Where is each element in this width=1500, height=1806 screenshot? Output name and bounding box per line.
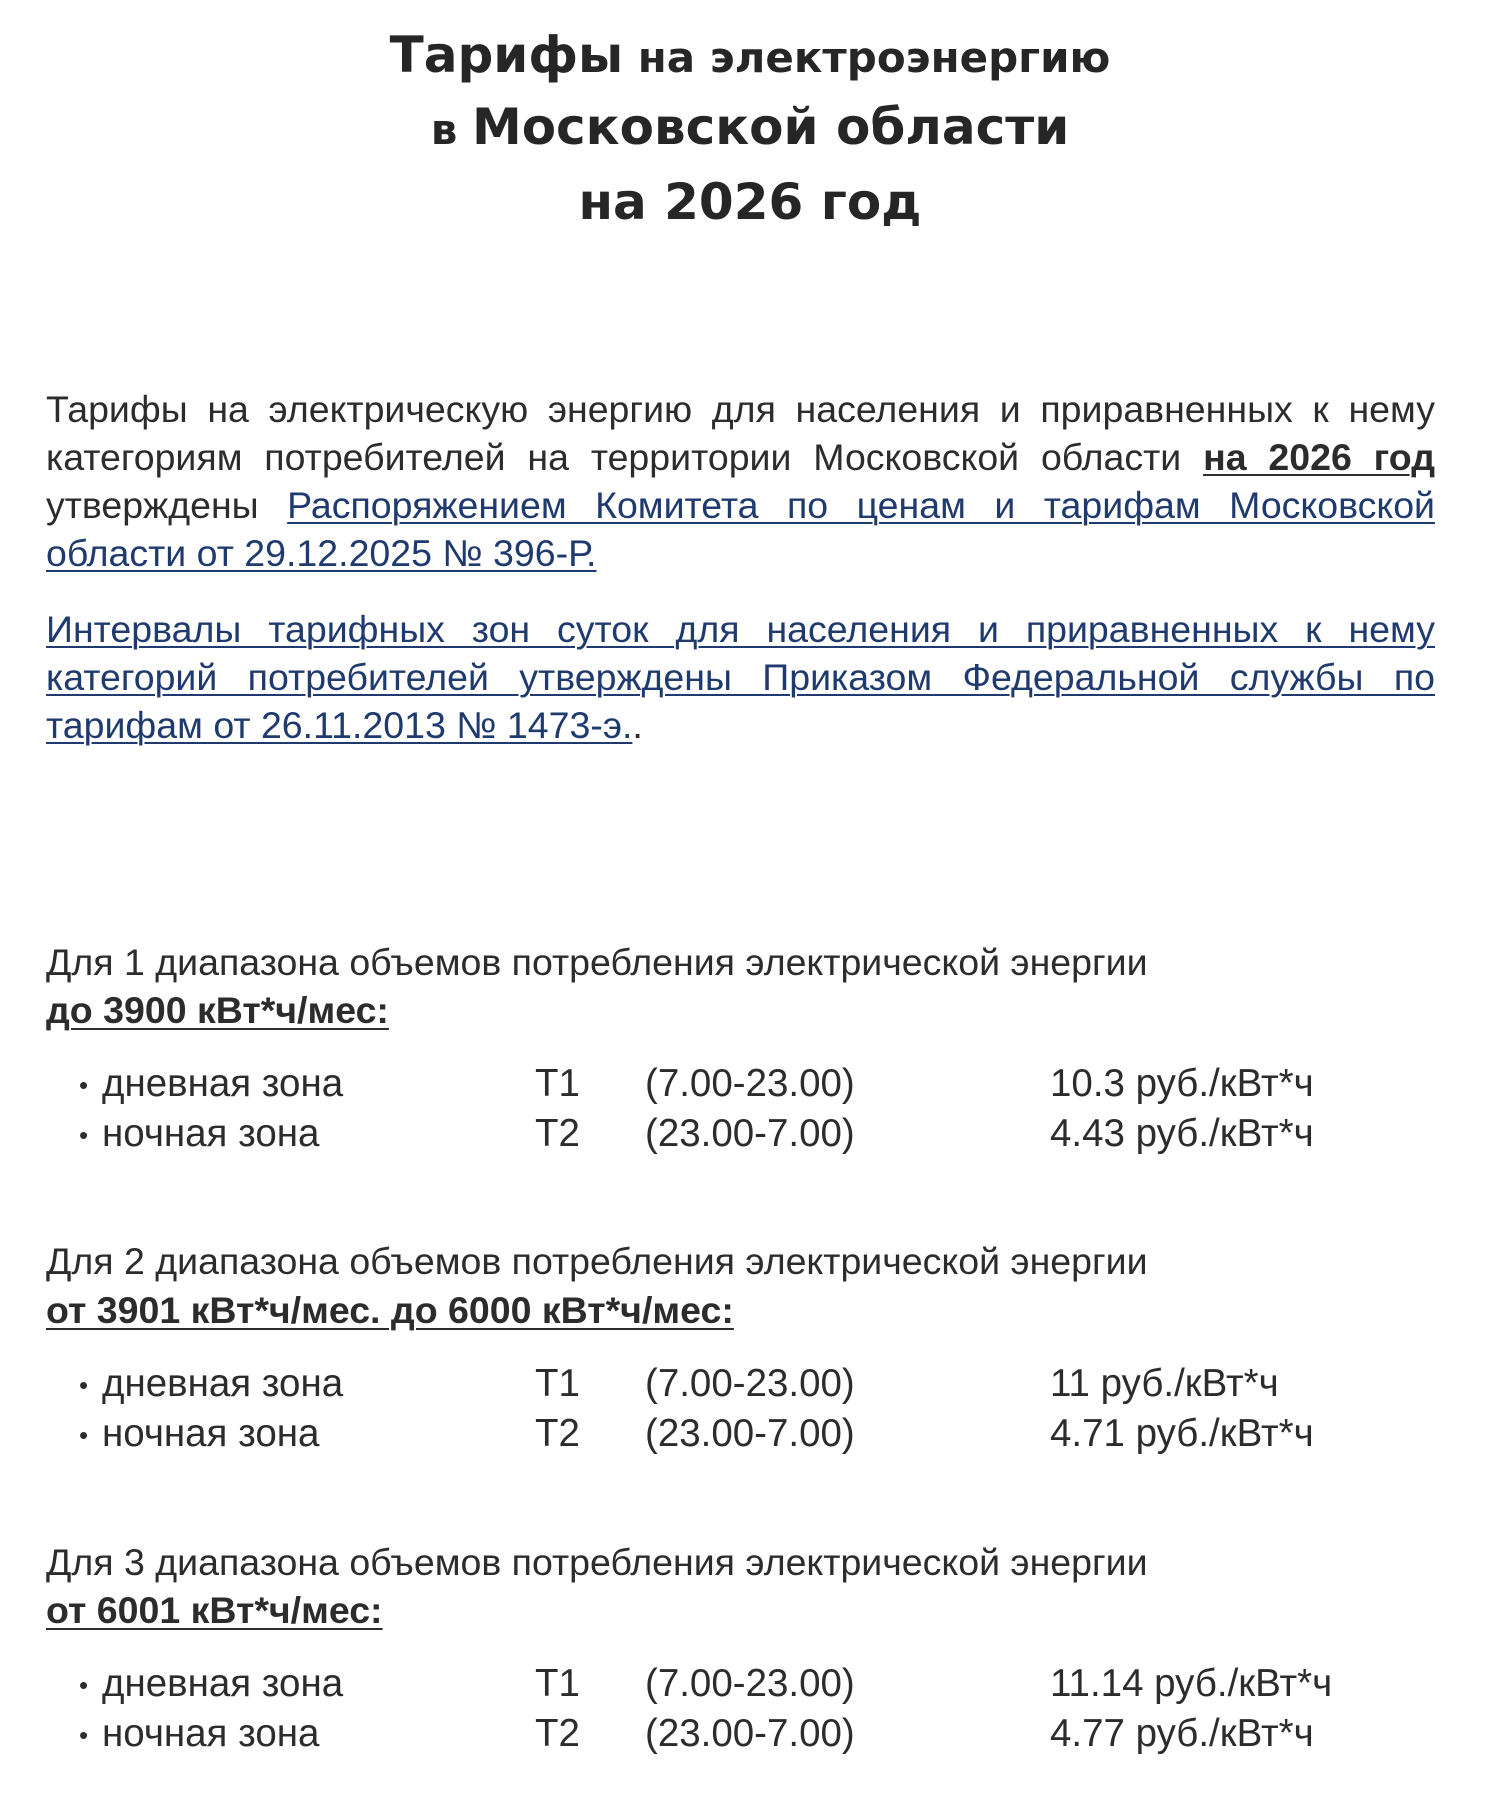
- zone-interval: (23.00-7.00): [645, 1112, 855, 1155]
- intro-text-approved: утверждены: [46, 484, 288, 526]
- zone-code: Т1: [535, 1662, 580, 1705]
- zone-label: дневная зона: [102, 1362, 344, 1405]
- bullet-icon: •: [79, 1120, 89, 1150]
- intro-text-start: Тарифы на электрическую энергию для населения и приравненных к нему категориям потребителей на территории Московской области: [46, 388, 1435, 478]
- zone-price: 4.71 руб./кВт*ч: [1050, 1412, 1314, 1455]
- bullet-icon: •: [79, 1670, 89, 1700]
- zone-label: ночная зона: [102, 1412, 320, 1455]
- tariff-row: [0, 1060, 1500, 1108]
- zone-price: 4.43 руб./кВт*ч: [1050, 1112, 1314, 1155]
- title-word-tariffs: Тарифы: [389, 26, 624, 84]
- zone-label: дневная зона: [102, 1062, 344, 1105]
- page-title-line-3: [0, 173, 1500, 231]
- tariff-row: [0, 1360, 1500, 1408]
- range-3-limit: от 6001 кВт*ч/мес:: [46, 1589, 383, 1631]
- zone-code: Т2: [535, 1712, 580, 1755]
- regulation-link[interactable]: Распоряжением Комитета по ценам и тарифам Московской области от 29.12.2025 № 396-Р.: [46, 484, 1435, 574]
- title-region: Московской области: [471, 98, 1070, 156]
- page-title-line-2: [0, 98, 1500, 156]
- tariff-row: [0, 1410, 1500, 1458]
- range-1-title: Для 1 диапазона объемов потребления электрической энергии: [46, 941, 1148, 983]
- zone-price: 11 руб./кВт*ч: [1050, 1362, 1279, 1405]
- zone-code: Т1: [535, 1362, 580, 1405]
- zone-interval: (23.00-7.00): [645, 1412, 855, 1455]
- zone-code: Т1: [535, 1062, 580, 1105]
- intervals-tail: .: [632, 704, 643, 746]
- title-year: на 2026 год: [578, 173, 922, 231]
- range-2-title: Для 2 диапазона объемов потребления электрической энергии: [46, 1240, 1148, 1282]
- intro-paragraph: [46, 385, 1435, 577]
- range-2-limit: от 3901 кВт*ч/мес. до 6000 кВт*ч/мес:: [46, 1289, 734, 1331]
- zone-label: ночная зона: [102, 1712, 320, 1755]
- title-preposition: в: [430, 105, 472, 154]
- tariff-row: [0, 1660, 1500, 1708]
- page-title-line-1: [0, 26, 1500, 84]
- bullet-icon: •: [79, 1420, 89, 1450]
- tariff-row: [0, 1110, 1500, 1158]
- zone-label: дневная зона: [102, 1662, 344, 1705]
- bullet-icon: •: [79, 1070, 89, 1100]
- range-1-limit: до 3900 кВт*ч/мес:: [46, 989, 389, 1031]
- zone-price: 4.77 руб./кВт*ч: [1050, 1712, 1314, 1755]
- intervals-order-link[interactable]: Интервалы тарифных зон суток для населения и приравненных к нему категорий потребителей утверждены Приказом Федеральной службы по тарифам от 26.11.2013 № 1473-э.: [46, 608, 1435, 746]
- title-subject: на электроэнергию: [623, 33, 1111, 82]
- zone-interval: (7.00-23.00): [645, 1062, 855, 1105]
- zone-label: ночная зона: [102, 1112, 320, 1155]
- bullet-icon: •: [79, 1370, 89, 1400]
- bullet-icon: •: [79, 1720, 89, 1750]
- zone-code: Т2: [535, 1112, 580, 1155]
- zone-price: 11.14 руб./кВт*ч: [1050, 1662, 1333, 1705]
- tariff-row: [0, 1710, 1500, 1758]
- zone-interval: (7.00-23.00): [645, 1362, 855, 1405]
- range-3-title: Для 3 диапазона объемов потребления электрической энергии: [46, 1541, 1148, 1583]
- zone-price: 10.3 руб./кВт*ч: [1050, 1062, 1314, 1105]
- zone-interval: (23.00-7.00): [645, 1712, 855, 1755]
- intervals-paragraph: [46, 605, 1435, 749]
- zone-interval: (7.00-23.00): [645, 1662, 855, 1705]
- zone-code: Т2: [535, 1412, 580, 1455]
- intro-year-highlight: на 2026 год: [1203, 436, 1436, 478]
